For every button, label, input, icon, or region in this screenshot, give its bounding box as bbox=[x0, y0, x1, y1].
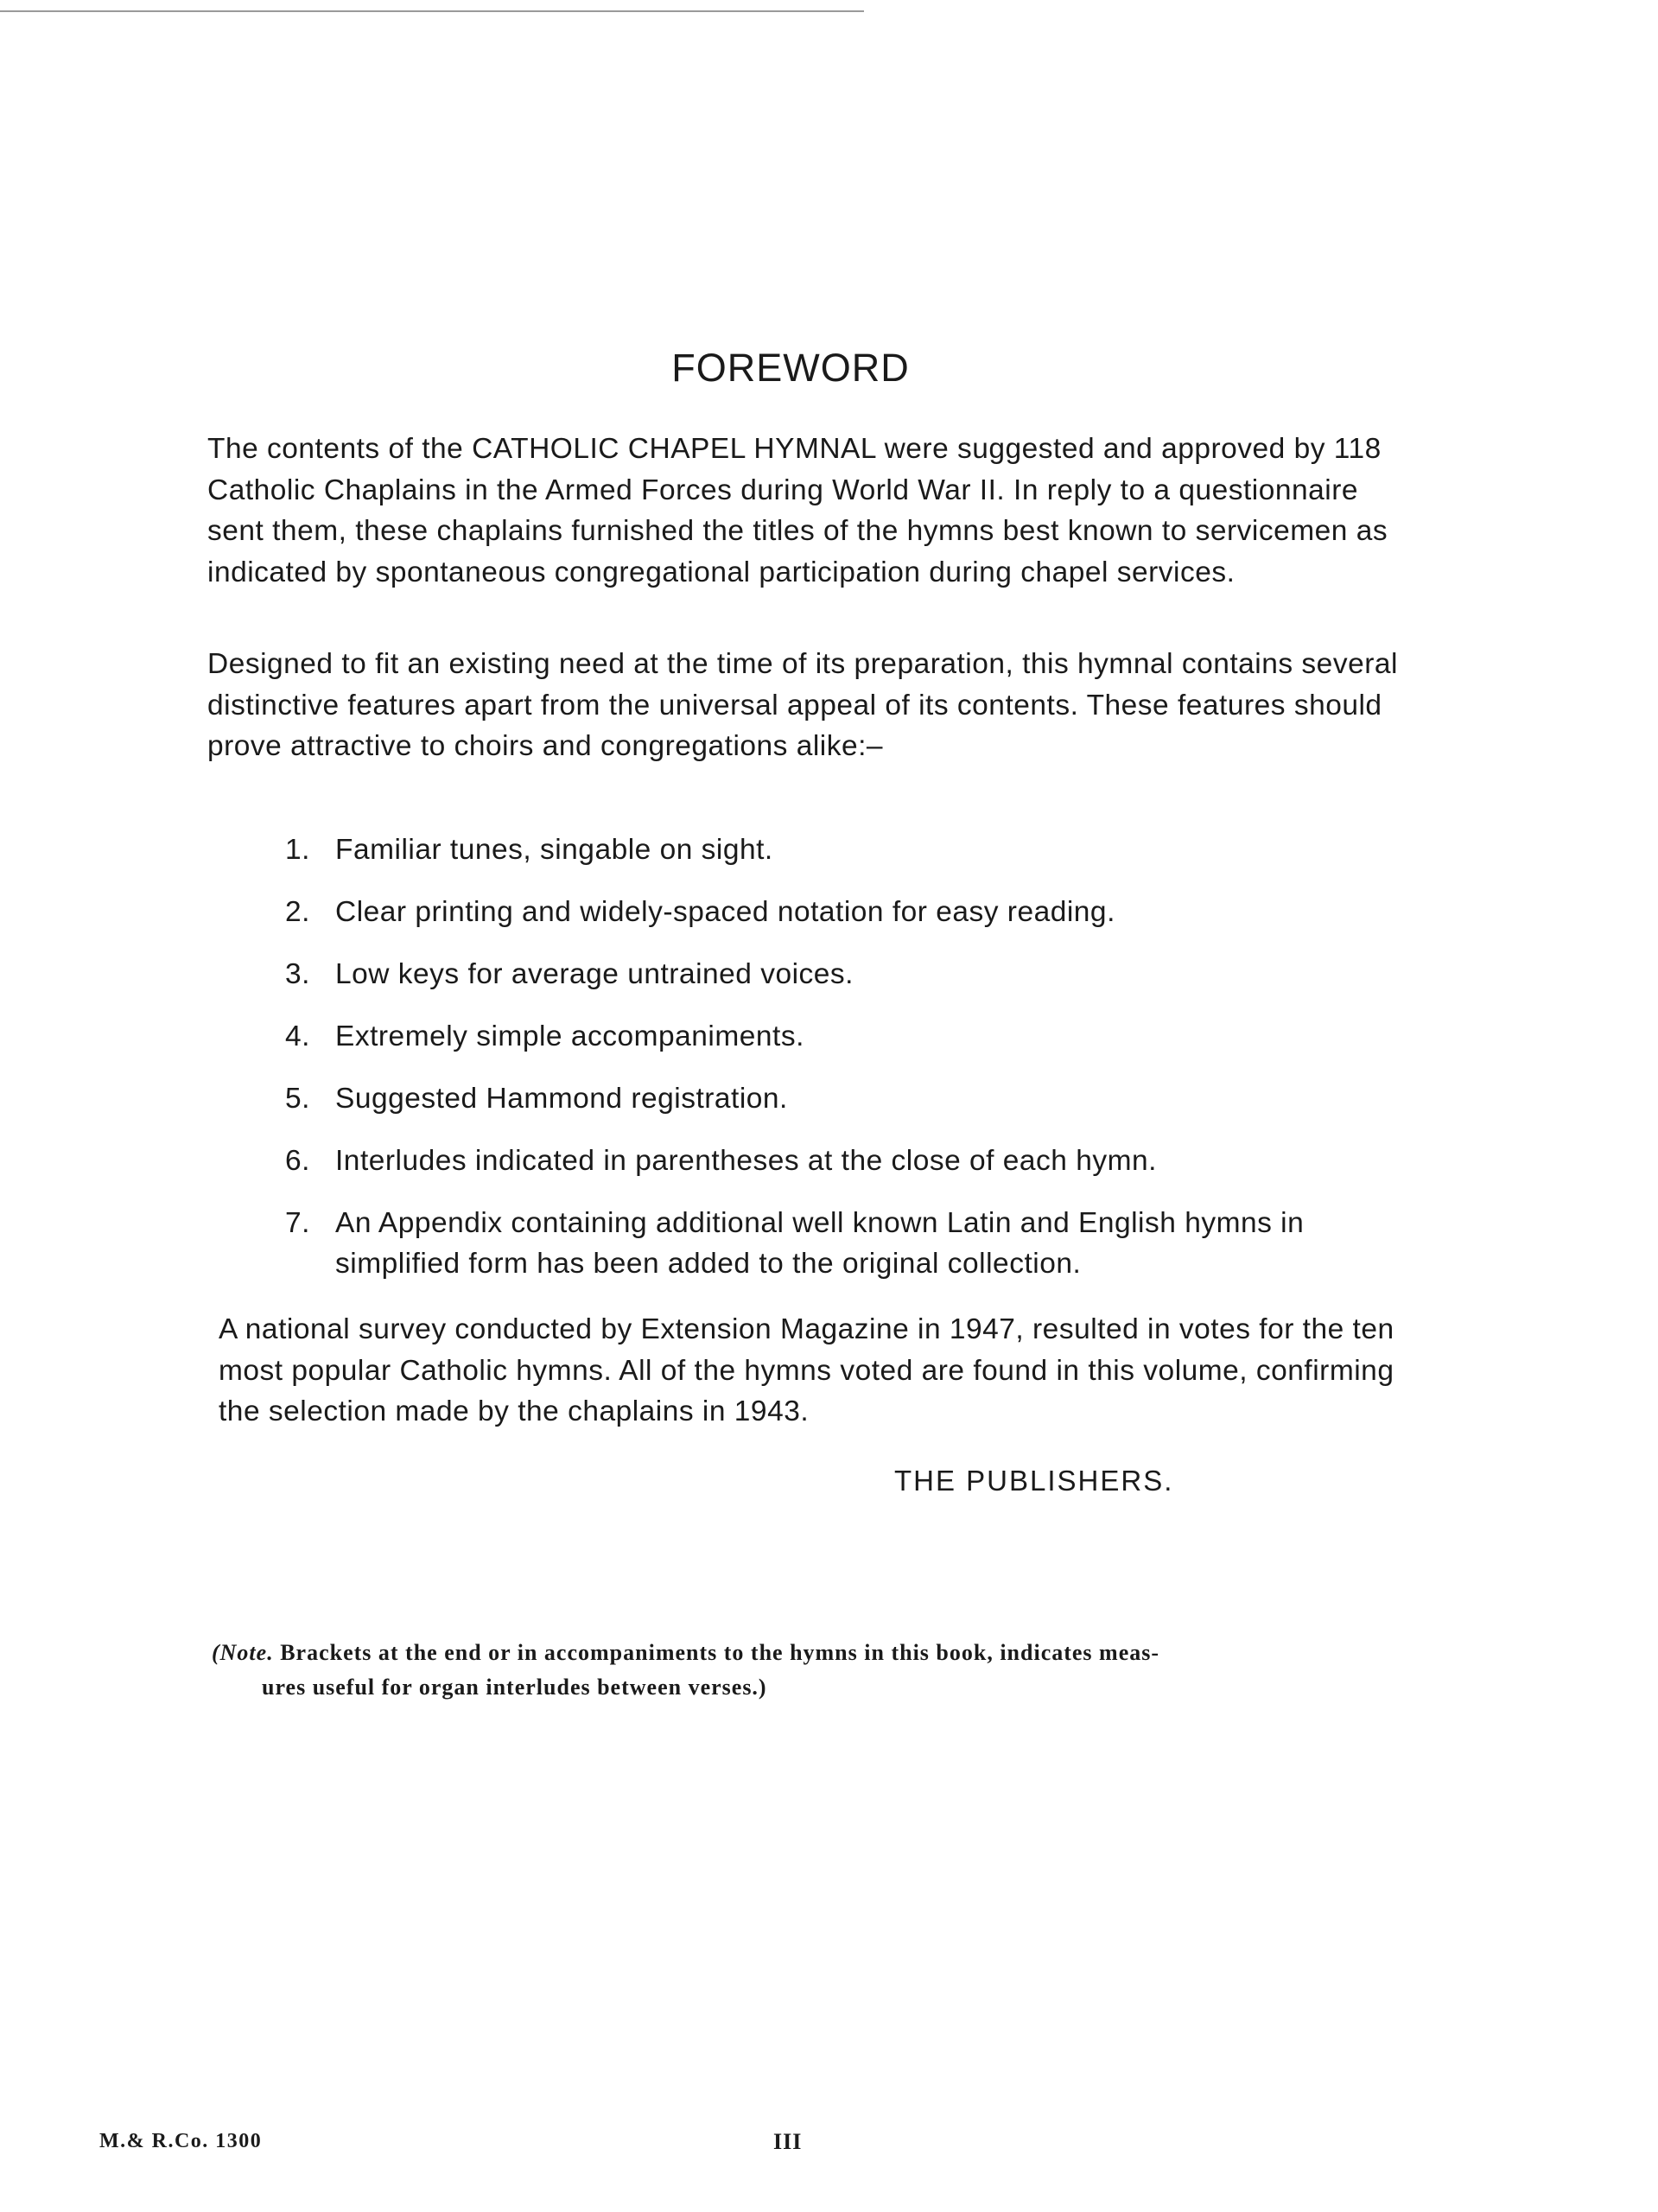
list-item-number: 2. bbox=[285, 896, 310, 928]
list-item-text: Low keys for average untrained voices. bbox=[335, 958, 854, 990]
catalog-number: M.& R.Co. 1300 bbox=[99, 2130, 263, 2152]
list-item bbox=[285, 830, 1408, 870]
note-block bbox=[212, 1636, 1404, 1705]
list-item-number: 1. bbox=[285, 834, 310, 866]
publisher-signature: THE PUBLISHERS. bbox=[894, 1465, 1174, 1497]
list-item-number: 4. bbox=[285, 1020, 310, 1052]
note-line-1 bbox=[212, 1636, 1404, 1670]
features-intro-paragraph: Designed to fit an existing need at the time of its preparation, this hymnal contains several distinctive features apart from the universal appeal of its contents. These features should prove attractive to choirs and congregations alike:– bbox=[207, 648, 1398, 762]
note-text-1: Brackets at the end or in accompaniments to the hymns in this book, indicates meas- bbox=[280, 1640, 1160, 1665]
list-item bbox=[285, 1078, 1408, 1119]
note-line-2: ures useful for organ interludes between verses.) bbox=[262, 1675, 767, 1700]
list-item-text: Clear printing and widely-spaced notation for easy reading. bbox=[335, 896, 1115, 928]
survey-paragraph: A national survey conducted by Extension Magazine in 1947, resulted in votes for the ten most popular Catholic hymns. All of the hymns voted are found in this volume, confirming the selection made by the chaplains in 1943. bbox=[219, 1313, 1394, 1427]
list-item-text: An Appendix containing additional well known Latin and English hymns in simplified form has been added to the original collection. bbox=[335, 1207, 1305, 1280]
list-item bbox=[285, 1141, 1408, 1181]
page-number: III bbox=[773, 2129, 803, 2154]
list-item-text: Interludes indicated in parentheses at the close of each hymn. bbox=[335, 1145, 1157, 1177]
list-item-number: 5. bbox=[285, 1083, 310, 1115]
scan-edge-line bbox=[0, 10, 864, 12]
list-item bbox=[285, 954, 1408, 995]
list-item-text: Familiar tunes, singable on sight. bbox=[335, 834, 773, 866]
page-title: FOREWORD bbox=[671, 346, 910, 390]
list-item bbox=[285, 892, 1408, 932]
list-item-text: Extremely simple accompaniments. bbox=[335, 1020, 804, 1052]
list-item-number: 6. bbox=[285, 1145, 310, 1177]
list-item bbox=[285, 1203, 1408, 1284]
list-item-number: 7. bbox=[285, 1207, 310, 1239]
list-item-number: 3. bbox=[285, 958, 310, 990]
note-prefix: (Note. bbox=[212, 1640, 274, 1665]
list-item bbox=[285, 1016, 1408, 1057]
intro-paragraph: The contents of the CATHOLIC CHAPEL HYMNAL were suggested and approved by 118 Catholic Chaplains in the Armed Forces during World War II. In reply to a questionnaire sent them, these chaplains furnished the titles of the hymns best known to servicemen as indicated by spontaneous congregational participation during chapel services. bbox=[207, 433, 1388, 588]
list-item-text: Suggested Hammond registration. bbox=[335, 1083, 788, 1115]
features-list bbox=[285, 830, 1408, 1306]
